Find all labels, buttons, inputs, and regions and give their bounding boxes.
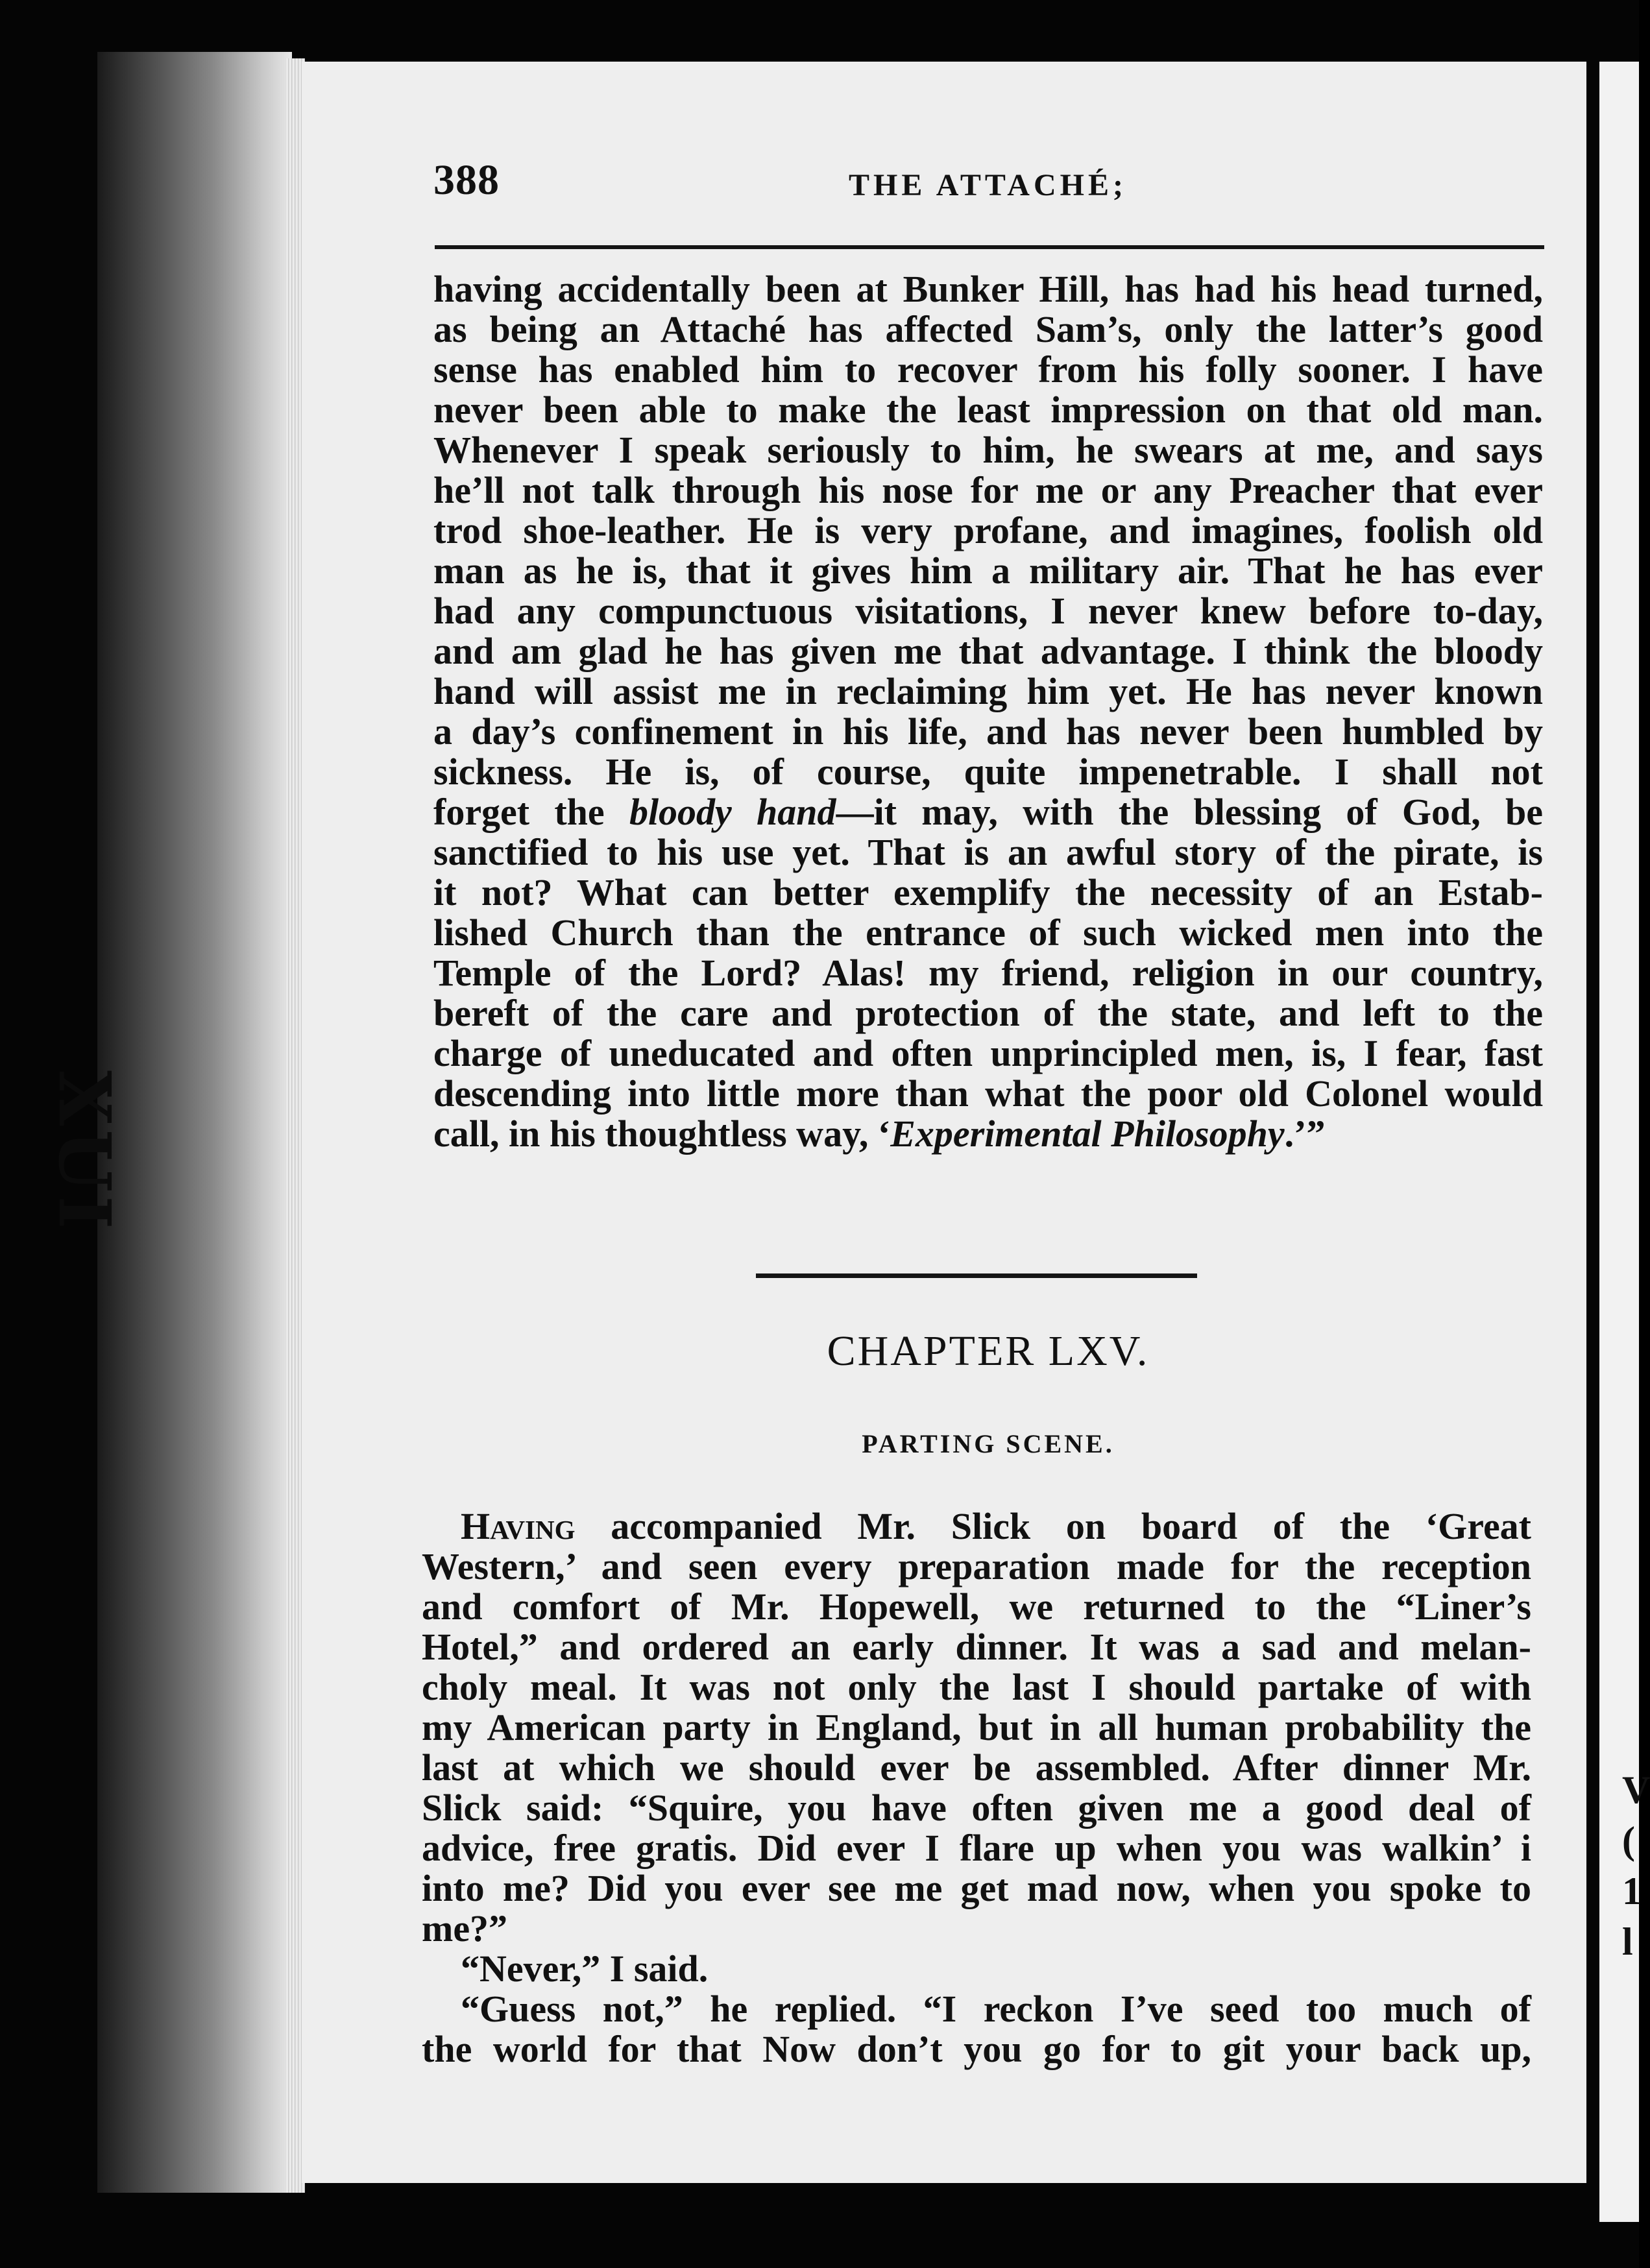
text-line: a day’s confinement in his life, and has never been humbled by — [433, 710, 1543, 753]
text-line: choly meal. It was not only the last I should partake of with — [422, 1666, 1531, 1708]
italic-phrase: Experimental Philosophy — [890, 1113, 1285, 1155]
page-number: 388 — [433, 156, 500, 204]
chapter-title: CHAPTER LXV. — [827, 1327, 1150, 1375]
spine-mark: XUI — [43, 1070, 127, 1233]
opening-word: Having — [461, 1505, 576, 1547]
text-fragment: .’” — [1284, 1113, 1326, 1155]
facing-page-letters: V ( 1 l — [1622, 1768, 1650, 1963]
text-line — [433, 792, 1543, 832]
text-line: and am glad he has given me that advantage. I think the bloody — [433, 630, 1543, 672]
text-line: Slick said: “Squire, you have often given me a good deal of — [422, 1787, 1531, 1829]
chapter-subtitle: PARTING SCENE. — [862, 1429, 1115, 1458]
text-line: me?” — [422, 1907, 508, 1949]
text-line: my American party in England, but in all human probability the — [422, 1706, 1531, 1748]
text-line: into me? Did you ever see me get mad now, when you spoke to — [422, 1867, 1531, 1909]
body-text-continued — [433, 269, 1543, 1154]
italic-phrase: bloody hand — [629, 791, 836, 833]
text-line: sickness. He is, of course, quite impenetrable. I shall not — [433, 751, 1543, 793]
text-line: he’ll not talk through his nose for me or any Preacher that ever — [433, 469, 1543, 511]
text-line: advice, free gratis. Did ever I flare up when you was walkin’ i — [422, 1827, 1531, 1869]
text-fragment: forget the — [433, 791, 605, 833]
text-line: descending into little more than what the poor old Colonel would — [433, 1072, 1543, 1115]
text-line: Whenever I speak seriously to him, he swears at me, and says — [433, 429, 1543, 471]
text-fragment: —it may, with the blessing of God, be — [836, 791, 1544, 833]
text-fragment: call, in his thoughtless way, ‘ — [433, 1113, 891, 1155]
text-line: bereft of the care and protection of the state, and left to the — [433, 992, 1543, 1034]
text-line: last at which we should ever be assembled. After dinner Mr. — [422, 1746, 1531, 1789]
text-line: the world for that Now don’t you go for to git your back up, — [422, 2028, 1531, 2070]
text-line: man as he is, that it gives him a military air. That he has ever — [433, 549, 1543, 592]
running-title: THE ATTACHÉ; — [849, 168, 1127, 202]
text-line: never been able to make the least impression on that old man. — [433, 389, 1543, 431]
text-line: Hotel,” and ordered an early dinner. It was a sad and melan- — [422, 1626, 1531, 1668]
text-line: having accidentally been at Bunker Hill, has had his head turned, — [433, 268, 1543, 310]
text-line: hand will assist me in reclaiming him yet. He has never known — [433, 670, 1543, 712]
text-line: had any compunctuous visitations, I never knew before to-day, — [433, 590, 1543, 632]
text-line: Temple of the Lord? Alas! my friend, religion in our country, — [433, 952, 1543, 994]
header-rule — [435, 245, 1544, 249]
running-head — [433, 156, 1530, 208]
text-fragment: accompanied Mr. Slick on board of the ‘Great — [611, 1505, 1531, 1547]
text-line: it not? What can better exemplify the necessity of an Estab- — [433, 871, 1543, 913]
text-line: charge of uneducated and often unprincipled men, is, I fear, fast — [433, 1032, 1543, 1074]
book-spine — [97, 52, 292, 2193]
text-line: “Never,” I said. — [461, 1948, 709, 1990]
text-line: as being an Attaché has affected Sam’s, only the latter’s good — [433, 308, 1543, 350]
text-line: “Guess not,” he replied. “I reckon I’ve seed too much of — [461, 1988, 1531, 2030]
text-line: sense has enabled him to recover from his folly sooner. I have — [433, 348, 1543, 391]
text-line: sanctified to his use yet. That is an awful story of the pirate, is — [433, 831, 1543, 873]
chapter-body-text — [422, 1506, 1531, 2069]
text-line: lished Church than the entrance of such wicked men into the — [433, 911, 1543, 954]
text-line: trod shoe-leather. He is very profane, and imagines, foolish old — [433, 509, 1543, 551]
text-line: and comfort of Mr. Hopewell, we returned to the “Liner’s — [422, 1586, 1531, 1628]
text-line — [422, 1506, 1531, 1547]
text-line: Western,’ and seen every preparation made for the reception — [422, 1545, 1531, 1587]
text-line — [433, 1114, 1543, 1154]
chapter-divider-rule — [756, 1273, 1197, 1278]
